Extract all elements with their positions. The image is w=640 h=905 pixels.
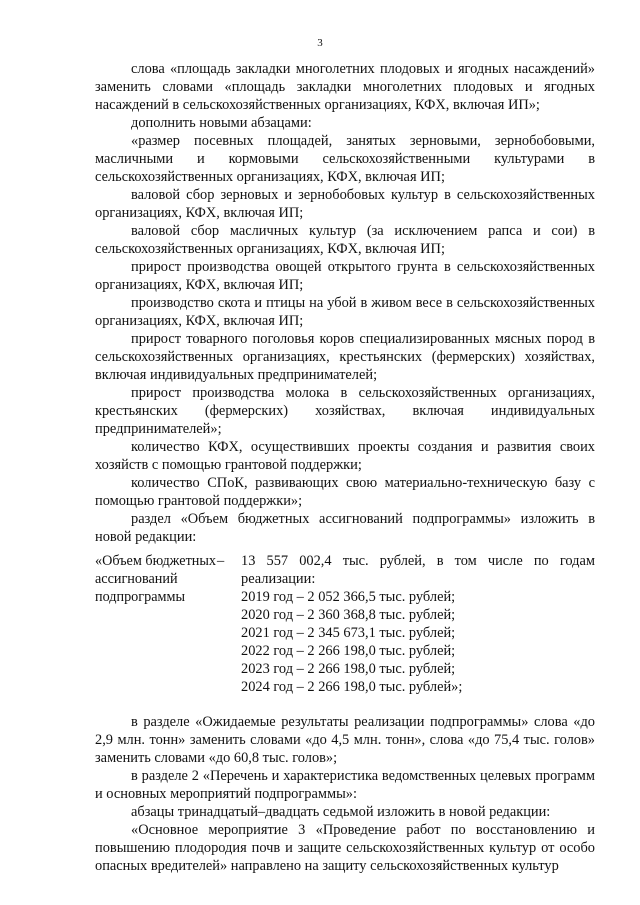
paragraph: слова «площадь закладки многолетних плодовых и ягодных насаждений» заменить словами «площадь закладки многолетних плодовых и ягодных насаждений в сельскохозяйственных организациях, КФХ, включая ИП»;	[95, 61, 595, 113]
budget-table	[95, 552, 595, 696]
paragraph: валовой сбор масличных культур (за исключением рапса и сои) в сельскохозяйственных организациях, КФХ, включая ИП;	[95, 223, 595, 257]
budget-year-2023: 2023 год – 2 266 198,0 тыс. рублей;	[241, 661, 456, 677]
paragraph: производство скота и птицы на убой в живом весе в сельскохозяйственных организациях, КФХ, включая ИП;	[95, 295, 595, 329]
paragraph: прирост производства овощей открытого грунта в сельскохозяйственных организациях, КФХ, включая ИП;	[95, 259, 595, 293]
paragraph: прирост товарного поголовья коров специализированных мясных пород в сельскохозяйственных организациях, крестьянских (фермерских) хозяйствах, включая индивидуальных предпринимателей;	[95, 331, 595, 383]
paragraph: в разделе 2 «Перечень и характеристика ведомственных целевых программ и основных мероприятий подпрограммы»:	[95, 768, 595, 802]
budget-dash: –	[217, 553, 225, 569]
paragraph: количество СПоК, развивающих свою материально-техническую базу с помощью грантовой поддержки»;	[95, 475, 595, 509]
budget-year-2019: 2019 год – 2 052 366,5 тыс. рублей;	[241, 589, 456, 605]
budget-year-2021: 2021 год – 2 345 673,1 тыс. рублей;	[241, 625, 456, 641]
paragraph: дополнить новыми абзацами:	[131, 115, 312, 131]
paragraph: раздел «Объем бюджетных ассигнований подпрограммы» изложить в новой редакции:	[95, 511, 595, 545]
paragraph: прирост производства молока в сельскохозяйственных организациях, крестьянских (фермерских) хозяйствах, включая индивидуальных предпринимателей»;	[95, 385, 595, 437]
paragraph: абзацы тринадцатый–двадцать седьмой изложить в новой редакции:	[131, 804, 551, 820]
budget-years	[241, 588, 595, 696]
budget-year-2022: 2022 год – 2 266 198,0 тыс. рублей;	[241, 643, 456, 659]
page-number: 3	[317, 37, 323, 49]
budget-total: 13 557 002,4 тыс. рублей, в том числе по годам реализации:	[241, 553, 595, 587]
paragraph: «Основное мероприятие 3 «Проведение работ по восстановлению и повышению плодородия почв и защите сельскохозяйственных культур от особо опасных вредителей» направлено на защиту сельскохозяйственных культур	[95, 822, 595, 874]
budget-year-2024: 2024 год – 2 266 198,0 тыс. рублей»;	[241, 679, 463, 695]
document-body	[95, 60, 595, 875]
budget-year-2020: 2020 год – 2 360 368,8 тыс. рублей;	[241, 607, 456, 623]
budget-name: «Объем бюджетных ассигнований подпрограммы	[95, 553, 217, 605]
budget-value	[241, 552, 595, 696]
paragraph: в разделе «Ожидаемые результаты реализации подпрограммы» слова «до 2,9 млн. тонн» заменить словами «до 4,5 млн. тонн», слова «до 75,4 тыс. голов» заменить словами «до 60,8 тыс. голов»;	[95, 714, 595, 766]
paragraph: «размер посевных площадей, занятых зерновыми, зернобобовыми, масличными и кормовыми сельскохозяйственными культурами в сельскохозяйственных организациях, КФХ, включая ИП;	[95, 133, 595, 185]
paragraph: количество КФХ, осуществивших проекты создания и развития своих хозяйств с помощью грантовой поддержки;	[95, 439, 595, 473]
paragraph: валовой сбор зерновых и зернобобовых культур в сельскохозяйственных организациях, КФХ, включая ИП;	[95, 187, 595, 221]
